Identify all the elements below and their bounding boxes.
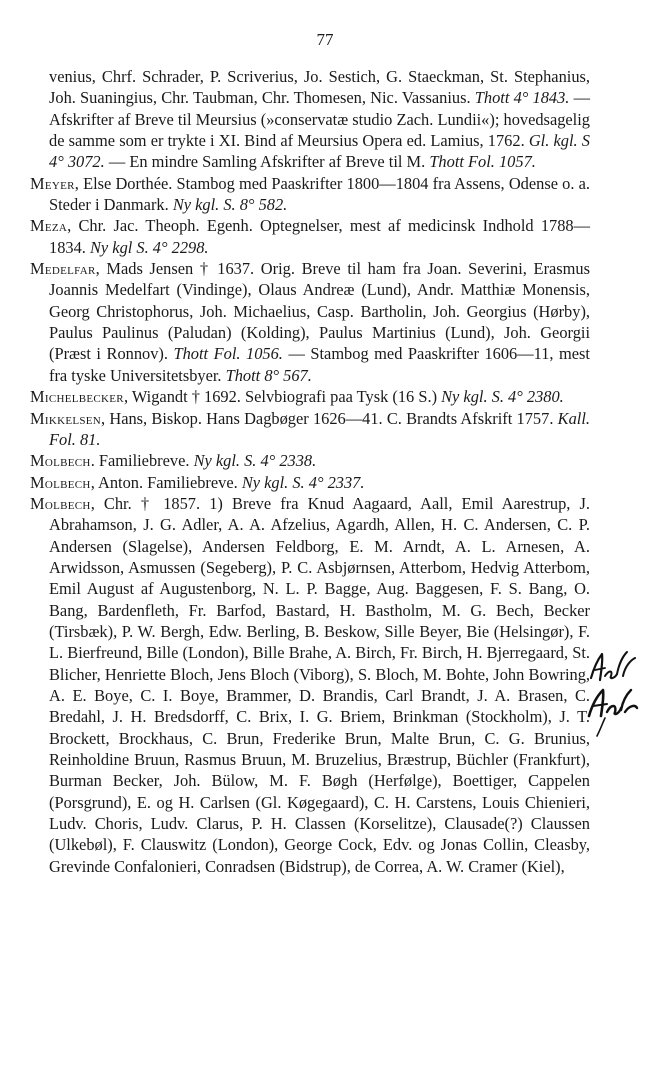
- page-number: 77: [316, 30, 334, 49]
- entry-surname: Medelfar: [30, 259, 96, 279]
- entry-text: , Chr. † 1857. 1) Breve fra Knud Aagaard, Aall, Emil Aarestrup, J. Abrahamson, J. G. Adler, A. A. Afzelius, Agardh, Allen, H. C. Andersen, C. P. Andersen (Slagelse), Andersen Feldborg, E. M. Arndt, A. L. Arnesen, A. Arwidsson, Asmussen (Segeberg), P. C. Asbjørnsen, Atterbom, Hedvig Atterbom, Emil August af Augustenborg, N. L. P. Bagge, Aug. Baggesen, F. S. Bang, O. Bang, Bardenfleth, Fr. Barfod, Bastard, H. Bastholm, M. G. Bech, Becker (Tirsbæk), P. W. Bergh, Edw. Berling, B. Beskow, Sille Beyer, Bie (Helsingør), F. L. Bierfreund, Bille (London), Bille Brahe, A. Birch, Fr. Birch, H. Bjerregaard, St. Blicher, Henriette Bloch, Jens Bloch (Viborg), S. Bloch, M. Bohte, John Bowring, A. E. Boye, C. I. Boye, Brammer, D. Brandis, Carl Brandt, J. A. Brasen, C. Bredahl, J. H. Bredsdorff, C. Brix, I. G. Briem, Brinkman (Stockholm), J. T. Brockett, Brockhaus, C. Brun, Frederike Brun, Malte Brun, C. G. Brunius, Reinholdine Bruun, Rasmus Bruun, M. Bruzelius, Bræstrup, Büchler (Frankfurt), Burman Becker, Joh. Bülow, M. F. Bøgh (Herfølge), Boettiger, Cappelen (Porsgrund), E. og H. Carlsen (Gl. Køgegaard), C. H. Carstens, Louis Chienieri, Ludv. Choris, Ludv. Clarus, P. H. Classen (Korselitze), Clausade(?) Claussen (Ulkebøl), F. Clauswitz (London), George Cock, Edv. og Jonas Collin, Cleasby, Grevinde Confalonieri, Conradsen (Bidstrup), de Correa, A. W. Cramer (Kiel),: [49, 493, 590, 876]
- catalog-entry: [30, 215, 590, 258]
- entry-surname: Michelbecker: [30, 387, 124, 407]
- catalog-entry: [30, 450, 590, 471]
- shelfmark-reference: Ny kgl. S. 4° 2337.: [241, 472, 365, 492]
- shelfmark-reference: Thott Fol. 1056.: [173, 344, 283, 364]
- entry-text: . Familiebreve.: [90, 451, 194, 471]
- catalog-entry: [30, 472, 590, 493]
- catalog-entry: [30, 386, 590, 407]
- catalog-entry: [30, 408, 590, 451]
- entry-surname: Mikkelsen: [30, 408, 102, 428]
- entry-text: , Wigandt † 1692. Selvbiografi paa Tysk (16 S.): [123, 387, 442, 407]
- entry-text: , Anton. Familiebreve.: [90, 472, 242, 492]
- entry-text: — Afskrifter af Breve til Meursius (»conservatæ studio Zach. Lundii«); hovedsagelig de samme som er trykte i XI. Bind af Meursius Opera ed. Lamius, 1762.: [49, 88, 590, 151]
- shelfmark-reference: Gl. kgl. S 4° 3072.: [49, 131, 590, 172]
- shelfmark-reference: Thott 8° 567.: [225, 365, 312, 385]
- entry-surname: Molbech: [30, 451, 91, 471]
- entry-text: , Else Dorthée. Stambog med Paaskrifter 1800—1804 fra Assens, Odense o. a. Steder i Danmark.: [49, 173, 590, 215]
- shelfmark-reference: Ny kgl. S. 8° 582.: [172, 195, 288, 215]
- entry-surname: Meyer: [30, 173, 75, 193]
- entry-text: — En mindre Samling Afskrifter af Breve til M.: [104, 152, 430, 172]
- entry-surname: Molbech: [30, 493, 91, 513]
- catalog-entry: [30, 258, 590, 386]
- shelfmark-reference: Kall. Fol. 81.: [49, 408, 590, 449]
- shelfmark-reference: Ny kgl. S. 4° 2380.: [441, 387, 564, 407]
- entry-surname: Meza: [30, 216, 68, 236]
- page-body: [30, 66, 590, 877]
- shelfmark-reference: Ny kgl S. 4° 2298.: [89, 237, 209, 257]
- handwritten-margin-annotation: [587, 650, 639, 740]
- entry-text: , Chr. Jac. Theoph. Egenh. Optegnelser, mest af medicinsk Indhold 1788—1834.: [49, 216, 590, 257]
- catalog-entry: [30, 173, 590, 216]
- catalog-entry: [30, 493, 590, 877]
- entry-text: , Mads Jensen † 1637. Orig. Breve til ham fra Joan. Severini, Erasmus Joannis Medelfart (Vindinge), Olaus Andreæ (Lund), Andr. Matthiæ Monensis, Georg Christophorus, Joh. Michaelius, Casp. Bartholin, Joh. Georgius (Hørby), Paulus Paulinus (Paludan) (Kolding), Paulus Martinius (Lund), Joh. Georgii (Præst i Ronnov).: [49, 259, 590, 364]
- shelfmark-reference: Thott Fol. 1057.: [429, 152, 536, 172]
- entry-text: , Hans, Biskop. Hans Dagbøger 1626—41. C. Brandts Afskrift 1757.: [101, 408, 558, 428]
- entry-text: — Stambog med Paaskrifter 1606—11, mest fra tyske Universitetsbyer.: [49, 344, 590, 385]
- shelfmark-reference: Thott 4° 1843.: [474, 88, 570, 108]
- entry-continuation: [30, 66, 590, 173]
- shelfmark-reference: Ny kgl. S. 4° 2338.: [193, 451, 317, 471]
- entry-surname: Molbech: [30, 472, 91, 492]
- entry-text: venius, Chrf. Schrader, P. Scriverius, Jo. Sestich, G. Staeckman, St. Stephanius, Joh. Suaningius, Chr. Taubman, Chr. Thomesen, Nic. Vassanius.: [49, 67, 590, 108]
